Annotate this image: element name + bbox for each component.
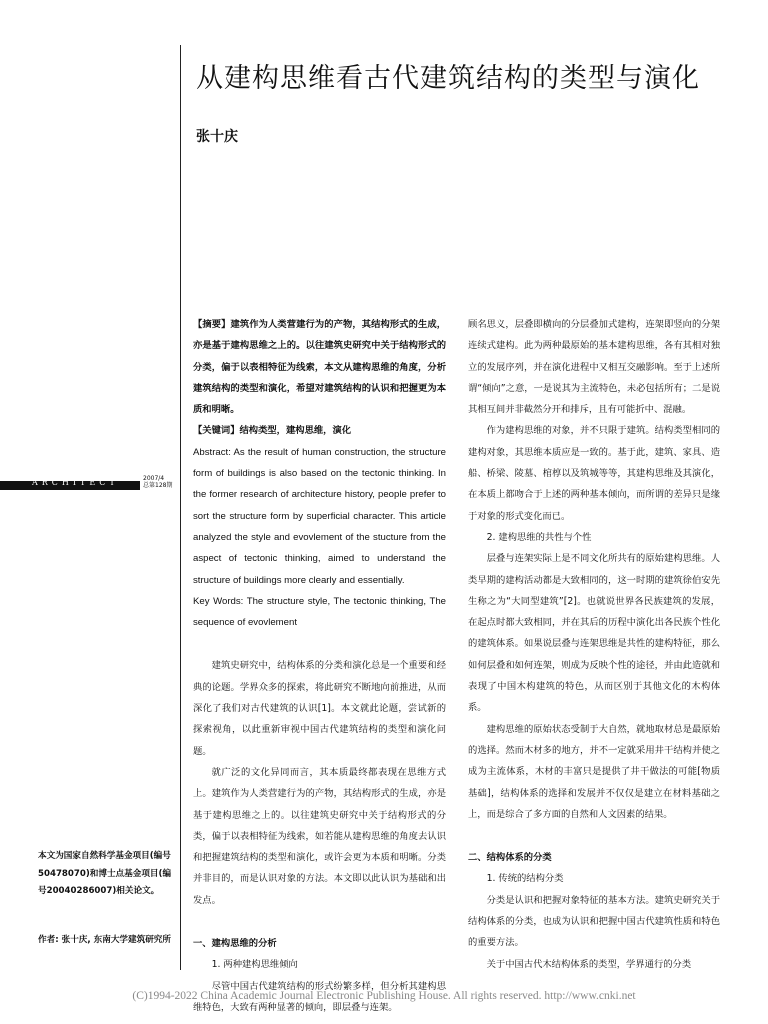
subsection-heading: 1. 两种建构思维倾向 <box>211 959 298 971</box>
body-paragraph: 建构思维的原始状态受制于大自然，就地取材总是最原始的选择。然而木材多的地方，并不一定就采用井干结构并使之成为主流体系，木材的丰富只是提供了井干做法的可能[物质基础]，结构体系的选择和发展并不仅仅是建立在材料基础之上，而是综合了多方面的自然和人文因素的结果。 <box>468 723 720 820</box>
right-column <box>468 314 720 975</box>
journal-band-text: ARCHITECT <box>32 478 119 487</box>
body-paragraph: 作为建构思维的对象，并不只限于建筑。结构类型相同的建构对象，其思维本质应是一致的。基于此，建筑、家具、造船、桥梁、陵墓、棺椁以及筑城等等，其建构思维及其演化，在本质上都吻合于上述的两种基本倾向，而所谓的差异只是缘于对象的形式变化而已。 <box>468 425 720 522</box>
funding-note: 本文为国家自然科学基金项目(编号50478070)和博士点基金项目(编号20040286007)相关论文。 <box>38 851 172 896</box>
body-paragraph: 建筑史研究中，结构体系的分类和演化总是一个重要和经典的论题。学界众多的探索，将此研究不断地向前推进，从而深化了我们对古代建筑的认识[1]。本文就此论题，尝试新的探索视角，以此重新审视中国古代建筑结构的类型和演化问题。 <box>193 660 446 757</box>
issue-total: 总第128期 <box>143 482 173 489</box>
body-paragraph: 尽管中国古代建筑结构的形式纷繁多样，但分析其建构思维特色，大致有两种显著的倾向，即层叠与连架。 <box>193 980 446 1013</box>
left-column <box>193 314 446 1018</box>
section-heading: 一、建构思维的分析 <box>193 938 277 950</box>
body-paragraph: 顾名思义，层叠即横向的分层叠加式建构，连架即竖向的分架连续式建构。此为两种最原始的基本建构思维，各有其相对独立的发展序列，并在演化进程中又相互交融影响。至于上述所谓“倾向”之意，一是说其为主流特色，未必包括所有；二是说其相互间并非截然分开和排斥，且有可能折中、混融。 <box>468 319 720 416</box>
author-affiliation: 作者: 张十庆, 东南大学建筑研究所 <box>38 935 171 945</box>
section-heading: 二、结构体系的分类 <box>468 852 552 864</box>
issue-number: 2007/4 <box>143 475 165 482</box>
column-divider-line <box>180 45 181 970</box>
keywords-cn: 【关键词】结构类型，建构思维，演化 <box>193 425 352 437</box>
abstract-cn: 【摘要】建筑作为人类营建行为的产物，其结构形式的生成，亦是基于建构思维之上的。以往建筑史研究中关于结构形式的分类，偏于以表相特征为线索，本文从建构思维的角度，分析建筑结构的类型和演化，希望对建筑结构的认识和把握更为本质和明晰。 <box>193 319 446 416</box>
body-paragraph: 关于中国古代木结构体系的类型，学界通行的分类 <box>486 958 692 970</box>
body-paragraph: 就广泛的文化异同而言，其本质最终都表现在思维方式上。建筑作为人类营建行为的产物，其结构形式的生成，亦是基于建构思维之上的。以往建筑史研究中关于结构形式的分类，偏于以表相特征为线索，如若能从建构思维的角度去认识和把握建筑结构的类型和演化，或许会更为本质和明晰。分类并非目的，而是认识对象的方法。本文即以此认识为基础和出发点。 <box>193 766 446 906</box>
keywords-en: Key Words: The structure style, The tectonic thinking, The sequence of evovlement <box>193 595 446 629</box>
subsection-heading: 1. 传统的结构分类 <box>486 873 564 885</box>
subsection-heading: 2. 建构思维的共性与个性 <box>486 531 592 543</box>
article-title: 从建构思维看古代建筑结构的类型与演化 <box>196 63 700 94</box>
body-paragraph: 层叠与连架实际上是不同文化所共有的原始建构思维。人类早期的建构活动都是大致相同的，这一时期的建筑徐伯安先生称之为“大同型建筑”[2]。也就说世界各民族建筑的发展，在起点时都大致相同，并在其后的历程中演化出各民族个性化的建筑体系。如果说层叠与连架思维是共性的建构特征，那么如何层叠和如何连架，则成为反映个性的途径，并由此造就和表现了中国木构建筑的特色，从而区别于其他文化的木构体系。 <box>468 553 720 714</box>
article-author: 张十庆 <box>196 129 238 145</box>
copyright-footer: (C)1994-2022 China Academic Journal Electronic Publishing House. All rights reserved. http://www.cnki.net <box>132 990 636 1002</box>
abstract-en: Abstract: As the result of human construction, the structure form of buildings is also based on the tectonic thinking. In the former research of architecture history, people prefer to sort the structure form by superficial character. This article analyzed the style and evovlement of the stucture from the aspect of tectonic thinking, aimed to understand the structure of buildings more clearly and essentially. <box>193 446 446 586</box>
issue-label <box>143 475 172 489</box>
body-paragraph: 分类是认识和把握对象特征的基本方法。建筑史研究关于结构体系的分类，也成为认识和把握中国古代建筑性质和特色的重要方法。 <box>468 894 720 949</box>
